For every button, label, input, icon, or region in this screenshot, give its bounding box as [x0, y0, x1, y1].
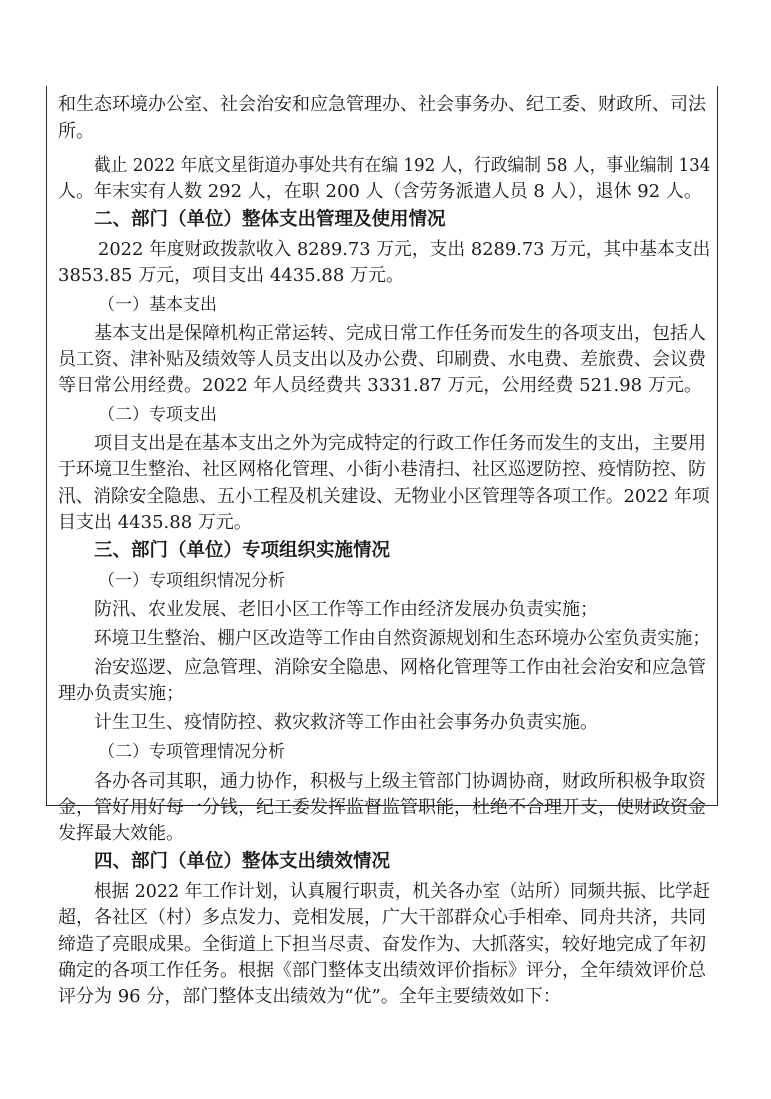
- paragraph-line: 基本支出是保障机构正常运转、完成日常工作任务而发生的各项支出，包括人: [94, 323, 706, 344]
- paragraph-line: 发挥最大效能。: [58, 823, 184, 844]
- paragraph-line: 目支出 4435.88 万元。: [58, 512, 252, 533]
- paragraph-line: 根据 2022 年工作计划，认真履行职责，机关各办室（站所）同频共振、比学赶: [94, 881, 711, 902]
- paragraph-line: 确定的各项工作任务。根据《部门整体支出绩效评价指标》评分，全年绩效评价总: [58, 960, 706, 981]
- paragraph-line: 金，管好用好每一分钱，纪工委发挥监督监管职能，杜绝不合理开支，使财政资金: [58, 797, 706, 818]
- paragraph-line: 汛、消除安全隐患、五小工程及机关建设、无物业小区管理等各项工作。2022 年项: [58, 486, 710, 507]
- subsection-heading: （一）专项组织情况分析: [98, 571, 285, 591]
- section-heading: 三、部门（单位）专项组织实施情况: [94, 540, 391, 561]
- paragraph-line: 等日常公用经费。2022 年人员经费共 3331.87 万元，公用经费 521.98 万元。: [58, 375, 702, 396]
- paragraph-line: 防汛、农业发展、老旧小区工作等工作由经济发展办负责实施；: [94, 599, 598, 620]
- paragraph-line: 超，各社区（村）多点发力、竞相发展，广大干部群众心手相牵、同舟共济，共同: [58, 907, 706, 928]
- subsection-heading: （一）基本支出: [98, 295, 217, 315]
- section-heading: 二、部门（单位）整体支出管理及使用情况: [94, 209, 446, 230]
- section-heading: 四、部门（单位）整体支出绩效情况: [94, 851, 391, 872]
- paragraph-line: 人。年末实有人数 292 人，在职 200 人（含劳务派遣人员 8 人），退休 92 人。: [58, 181, 702, 202]
- paragraph-line: 环境卫生整治、棚户区改造等工作由自然资源规划和生态环境办公室负责实施；: [94, 628, 711, 649]
- paragraph-line: 所。: [58, 121, 94, 142]
- paragraph-line: 缔造了亮眼成果。全街道上下担当尽责、奋发作为、大抓落实，较好地完成了年初: [58, 934, 706, 955]
- paragraph-line: 评分为 96 分，部门整体支出绩效为“优”。全年主要绩效如下：: [58, 986, 561, 1007]
- paragraph-line: 3853.85 万元，项目支出 4435.88 万元。: [58, 265, 405, 286]
- paragraph-line: 理办负责实施；: [58, 683, 184, 704]
- paragraph-line: 计生卫生、疫情防控、救灾救济等工作由社会事务办负责实施。: [94, 712, 598, 733]
- subsection-heading: （二）专项管理情况分析: [98, 742, 285, 762]
- paragraph-line: 于环境卫生整治、社区网格化管理、小街小巷清扫、社区巡逻防控、疫情防控、防: [58, 459, 706, 480]
- paragraph-line: 治安巡逻、应急管理、消除安全隐患、网格化管理等工作由社会治安和应急管: [94, 657, 706, 678]
- paragraph-line: 各办各司其职，通力协作，积极与上级主管部门协调协商，财政所积极争取资: [94, 771, 706, 792]
- paragraph-line: 2022 年度财政拨款收入 8289.73 万元，支出 8289.73 万元，其中基本支出: [98, 239, 711, 260]
- subsection-heading: （二）专项支出: [98, 405, 217, 425]
- paragraph-line: 截止 2022 年底文星街道办事处共有在编 192 人，行政编制 58 人，事业编制 134: [94, 155, 711, 176]
- paragraph-line: 员工资、津补贴及绩效等人员支出以及办公费、印刷费、水电费、差旅费、会议费: [58, 349, 706, 370]
- paragraph-line: 和生态环境办公室、社会治安和应急管理办、社会事务办、纪工委、财政所、司法: [58, 94, 706, 115]
- paragraph-line: 项目支出是在基本支出之外为完成特定的行政工作任务而发生的支出，主要用: [94, 433, 706, 454]
